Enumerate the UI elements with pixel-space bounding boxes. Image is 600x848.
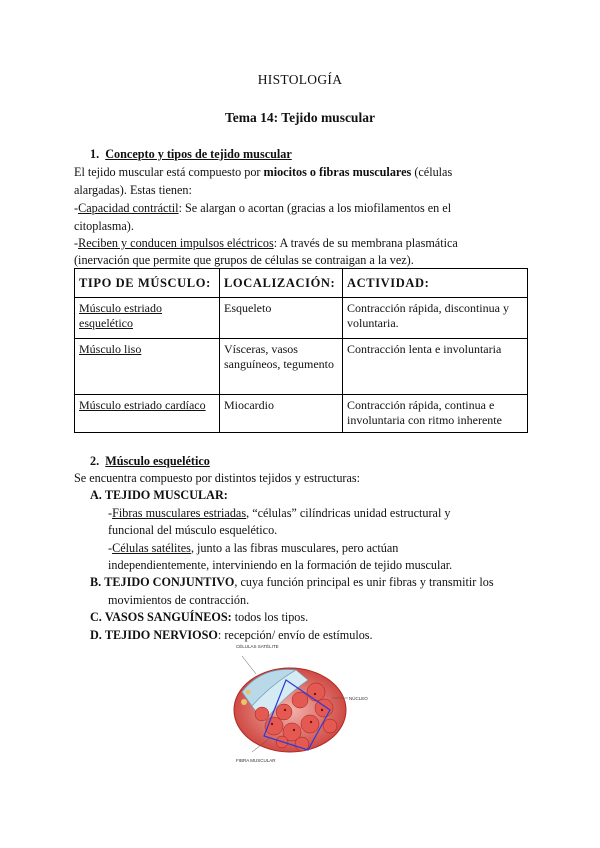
muscle-types-table	[74, 268, 528, 433]
property-term: Reciben y conducen impulsos eléctricos	[78, 236, 274, 250]
list-letter: B.	[90, 575, 102, 589]
section1-intro-line1	[74, 164, 452, 181]
dash: -	[74, 201, 79, 215]
header-activity: ACTIVIDAD:	[343, 269, 528, 298]
dash: -	[108, 541, 113, 555]
property-contractile	[74, 200, 451, 217]
section2-title: Músculo esquelético	[105, 454, 210, 468]
dash: -	[108, 506, 113, 520]
property-impulses	[74, 235, 458, 252]
section2-heading	[90, 453, 210, 470]
section1-title: Concepto y tipos de tejido muscular	[105, 147, 292, 161]
cell-location: Esqueleto	[220, 298, 343, 339]
table-header-row	[75, 269, 528, 298]
property-text: : A través de su membrana plasmática	[273, 236, 458, 250]
intro-text-b: (células	[411, 165, 453, 179]
list-a-sub1-cont: funcional del músculo esquelético.	[108, 523, 278, 537]
header-location: LOCALIZACIÓN:	[220, 269, 343, 298]
muscle-illustration	[212, 640, 372, 770]
section1-intro-line2: alargadas). Estas tienen:	[74, 183, 192, 197]
table-row	[75, 298, 528, 339]
list-item-b	[90, 574, 494, 591]
muscle-cross-section-figure	[212, 640, 372, 770]
table-row	[75, 339, 528, 395]
property-term: Capacidad contráctil	[78, 201, 179, 215]
cell-type-text: Músculo liso	[79, 342, 142, 356]
dash: -	[74, 236, 79, 250]
list-text: todos los tipos.	[231, 610, 309, 624]
property-impulses-cont: (inervación que permite que grupos de células se contraigan a la vez).	[74, 253, 414, 267]
list-item-c	[90, 609, 308, 626]
list-letter: A.	[90, 488, 102, 502]
list-a-sub2	[108, 540, 398, 557]
intro-bold-term: miocitos o fibras musculares	[263, 165, 412, 179]
list-text: : recepción/ envío de estímulos.	[217, 628, 373, 642]
list-title: VASOS SANGUÍNEOS:	[104, 610, 232, 624]
intro-text-a: El tejido muscular está compuesto por	[74, 165, 264, 179]
section2-number: 2.	[90, 454, 100, 468]
list-item-a	[90, 487, 228, 504]
sub-text: , junto a las fibras musculares, pero actúan	[190, 541, 399, 555]
label-nucleus: NÚCLEO	[349, 696, 368, 701]
cell-activity: Contracción rápida, discontinua y voluntaria.	[343, 298, 528, 339]
property-contractile-cont: citoplasma).	[74, 219, 134, 233]
cell-location: Miocardio	[220, 395, 343, 433]
muscle-bundle	[234, 668, 346, 752]
list-text: , cuya función principal es unir fibras y transmitir los	[234, 575, 494, 589]
section1-number: 1.	[90, 147, 100, 161]
list-b-cont: movimientos de contracción.	[108, 593, 250, 607]
list-letter: C.	[90, 610, 102, 624]
list-a-sub2-cont: independientemente, interviniendo en la formación de tejido muscular.	[108, 558, 453, 572]
property-text: : Se alargan o acortan (gracias a los miofilamentos en el	[178, 201, 452, 215]
list-title: TEJIDO MUSCULAR:	[104, 488, 228, 502]
list-a-sub1	[108, 505, 451, 522]
header-type: TIPO DE MÚSCULO:	[75, 269, 220, 298]
section2-intro: Se encuentra compuesto por distintos tejidos y estructuras:	[74, 471, 361, 485]
cell-type: Músculo estriado cardíaco	[75, 395, 220, 433]
sub-term: Fibras musculares estriadas	[112, 506, 247, 520]
cell-activity: Contracción rápida, continua e involuntaria con ritmo inherente	[343, 395, 528, 433]
section1-heading	[90, 146, 292, 163]
list-title: TEJIDO CONJUNTIVO	[104, 575, 235, 589]
table-row	[75, 395, 528, 433]
cell-type: Músculo estriado esquelético	[75, 298, 220, 339]
list-letter: D.	[90, 628, 102, 642]
label-muscle-fiber: FIBRA MUSCULAR	[236, 758, 276, 763]
cell-location: Vísceras, vasos sanguíneos, tegumento	[220, 339, 343, 395]
document-topic: Tema 14: Tejido muscular	[225, 110, 375, 125]
cell-activity: Contracción lenta e involuntaria	[343, 339, 528, 395]
list-title: TEJIDO NERVIOSO	[104, 628, 218, 642]
sub-term: Células satélites	[112, 541, 191, 555]
sub-text: , “células” cilíndricas unidad estructural y	[246, 506, 451, 520]
document-subject: HISTOLOGÍA	[257, 72, 343, 87]
label-satellite-cells: CÉLULAS SATÉLITE	[236, 644, 279, 649]
cell-type	[75, 339, 220, 395]
